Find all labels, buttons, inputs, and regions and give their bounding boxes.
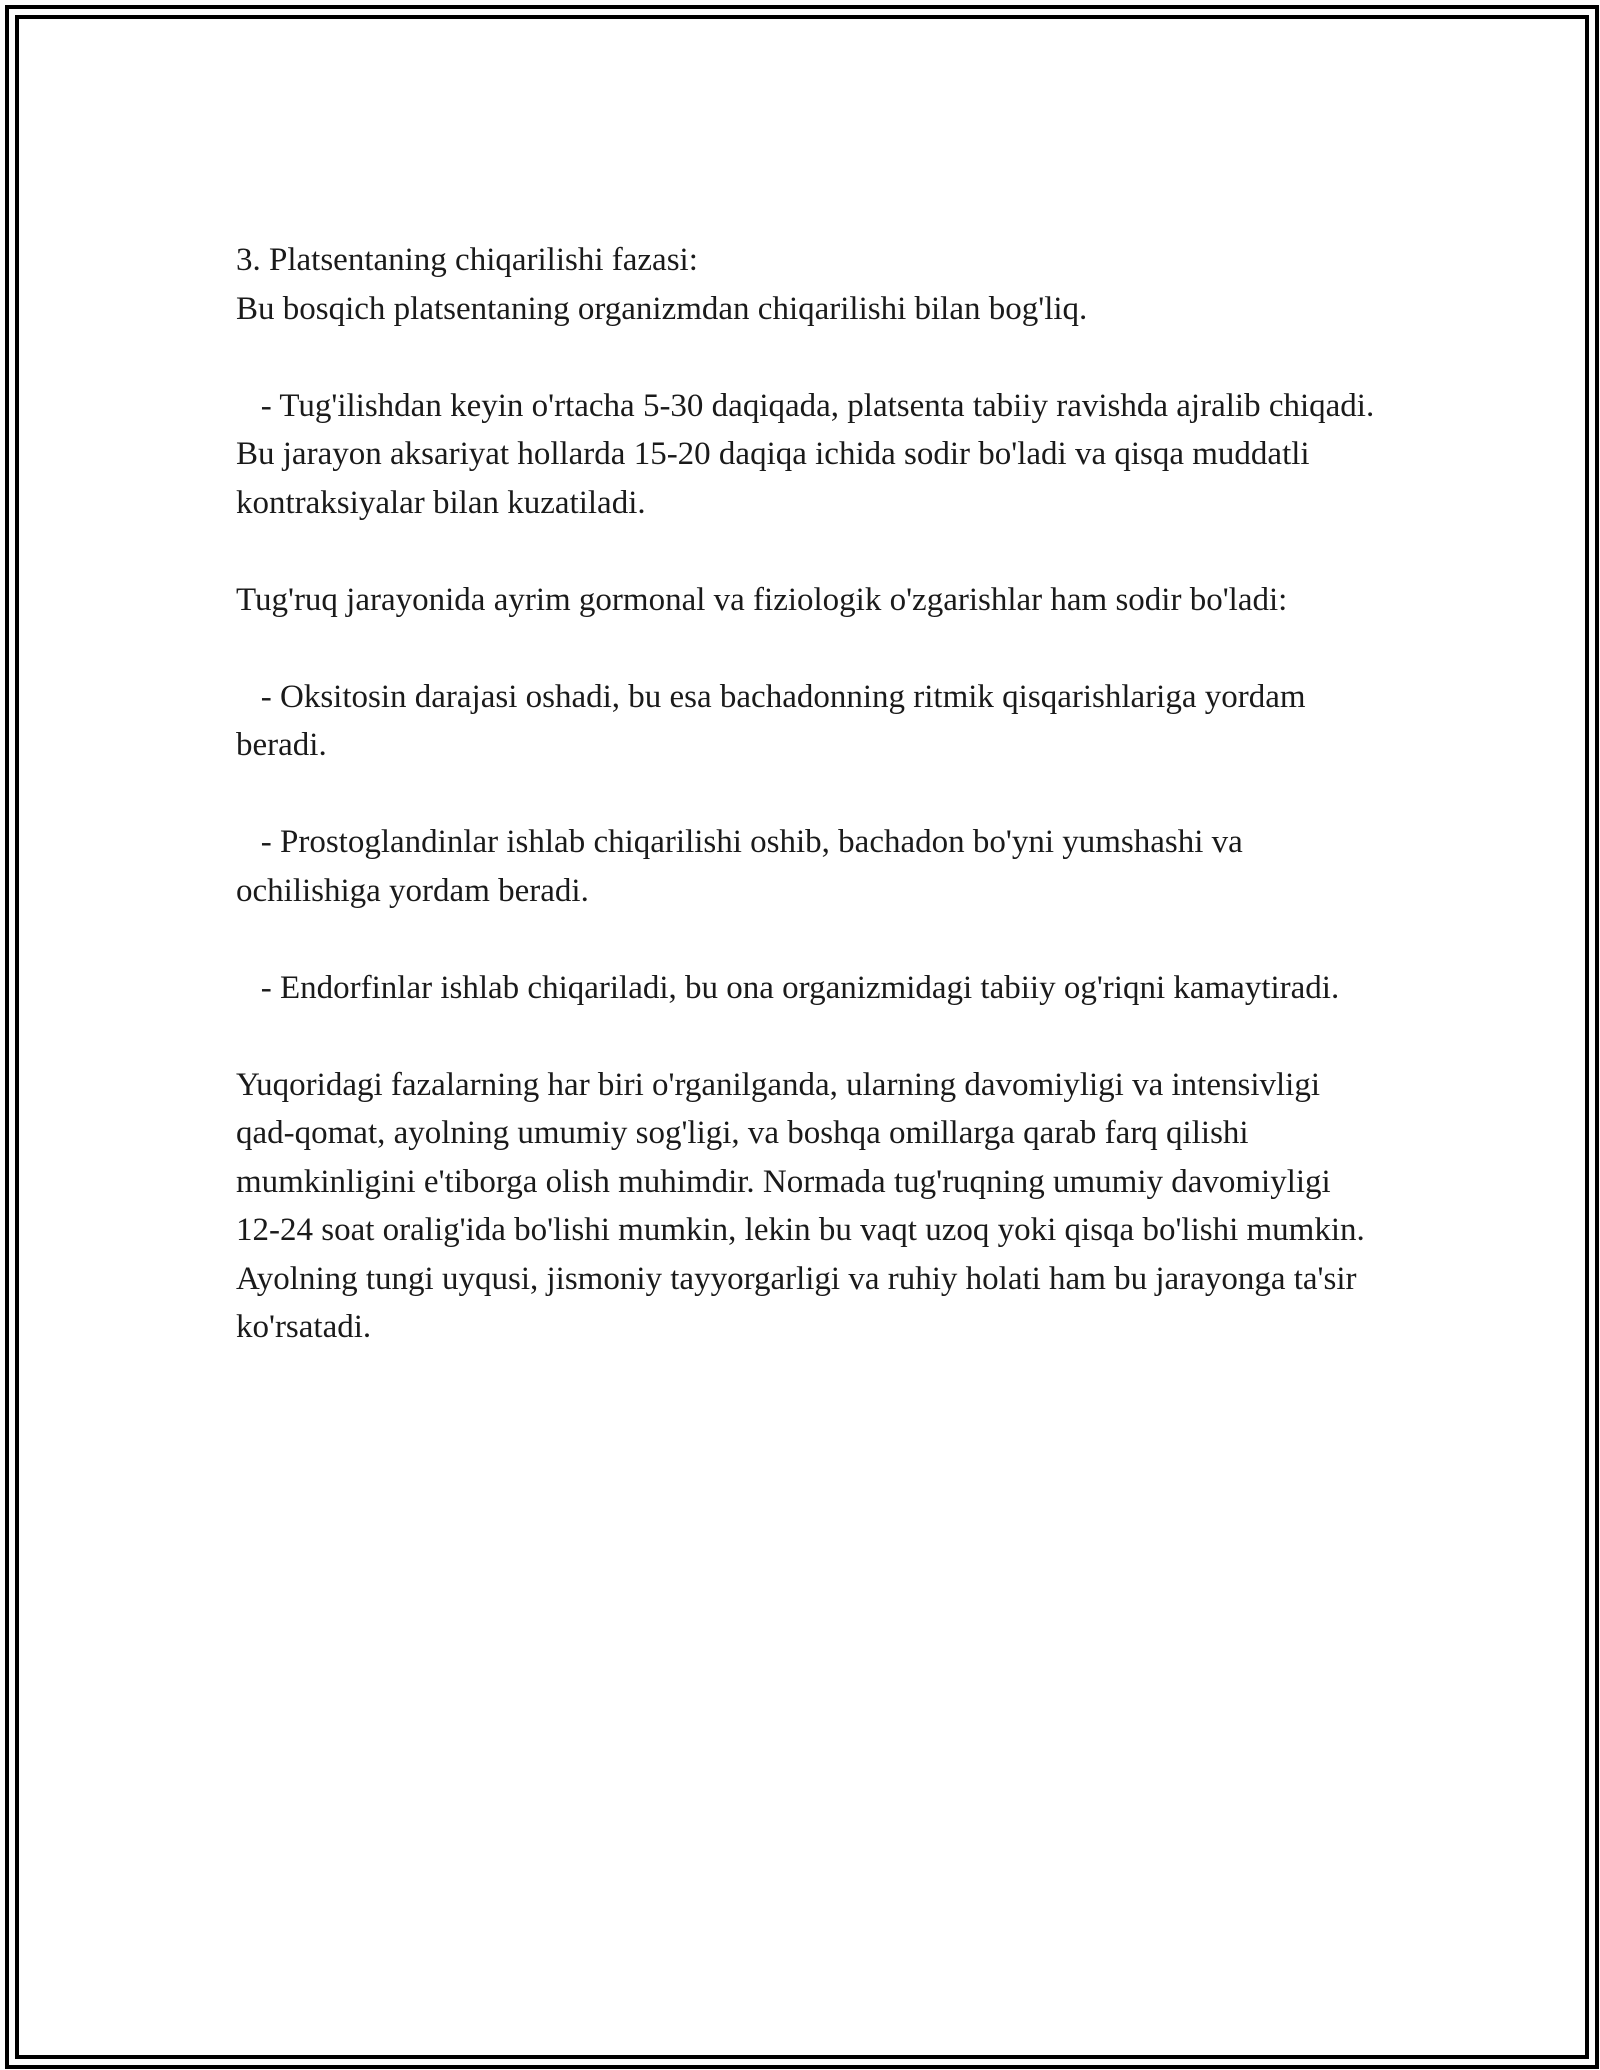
- paragraph-spacer: [236, 333, 1376, 382]
- paragraph-spacer: [236, 1012, 1376, 1061]
- changes-intro-paragraph: Tug'ruq jarayonida ayrim gormonal va fiziologik o'zgarishlar ham sodir bo'ladi:: [236, 581, 1288, 618]
- indent: [236, 970, 261, 1006]
- paragraph-spacer: [236, 770, 1376, 819]
- change-point-text: - Prostoglandinlar ishlab chiqarilishi oshib, bachadon bo'yni yumshashi va ochilishiga yordam beradi.: [236, 824, 1243, 909]
- indent: [236, 388, 261, 424]
- change-point-prostaglandins: [236, 818, 1376, 915]
- change-point-text: - Endorfinlar ishlab chiqariladi, bu ona organizmidagi tabiiy og'riqni kamaytiradi.: [260, 969, 1340, 1006]
- intro-paragraph: Bu bosqich platsentaning organizmdan chiqarilishi bilan bog'liq.: [236, 290, 1088, 327]
- section-heading: 3. Platsentaning chiqarilishi fazasi:: [236, 242, 698, 278]
- change-point-oxytocin: [236, 673, 1376, 770]
- indent: [236, 679, 261, 715]
- placenta-point-text: - Tug'ilishdan keyin o'rtacha 5-30 daqiqada, platsenta tabiiy ravishda ajralib chiqadi. Bu jarayon aksariyat hollarda 15-20 daqiqa ichida sodir bo'ladi va qisqa muddatli kontraksiyalar bilan kuzatiladi.: [236, 387, 1375, 521]
- change-point-text: - Oksitosin darajasi oshadi, bu esa bachadonning ritmik qisqarishlariga yordam beradi.: [236, 678, 1306, 763]
- placenta-point-paragraph: [236, 382, 1376, 528]
- paragraph-spacer: [236, 624, 1376, 673]
- paragraph-spacer: [236, 915, 1376, 964]
- change-point-endorphins: [236, 964, 1376, 1013]
- paragraph-spacer: [236, 527, 1376, 576]
- indent: [236, 824, 261, 860]
- document-body: [236, 236, 1376, 1352]
- conclusion-paragraph: Yuqoridagi fazalarning har biri o'rganilganda, ularning davomiyligi va intensivligi qad-qomat, ayolning umumiy sog'ligi, va boshqa omillarga qarab farq qilishi mumkinligini e'tiborga olish muhimdir. Normada tug'ruqning umumiy davomiyligi 12-24 soat oralig'ida bo'lishi mumkin, lekin bu vaqt uzoq yoki qisqa bo'lishi mumkin. Ayolning tungi uyqusi, jismoniy tayyorgarligi va ruhiy holati ham bu jarayonga ta'sir ko'rsatadi.: [236, 1066, 1365, 1345]
